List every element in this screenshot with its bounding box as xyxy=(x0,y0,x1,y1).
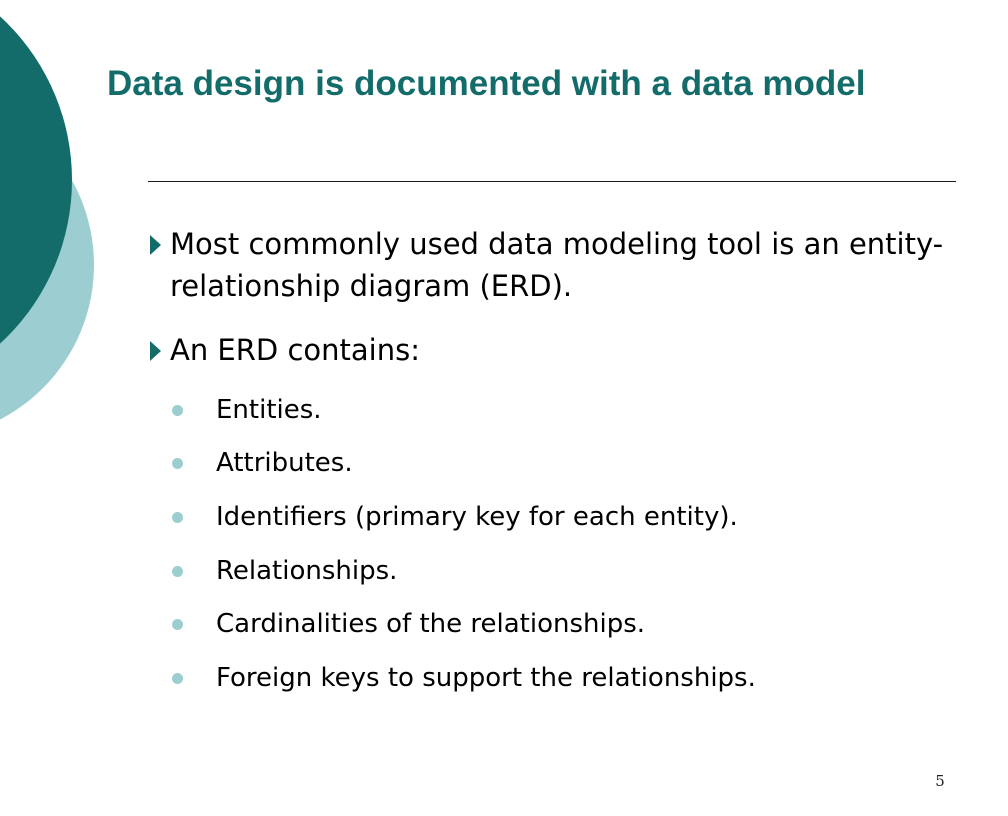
triangle-bullet-icon xyxy=(150,235,161,255)
bullet-text: Most commonly used data modeling tool is an entity-relationship diagram (ERD). xyxy=(170,227,944,303)
title-divider xyxy=(148,181,956,182)
sub-bullet-item xyxy=(172,446,972,480)
sub-bullet-item xyxy=(172,500,972,534)
sub-bullet-item xyxy=(172,393,972,427)
sub-bullet-item xyxy=(172,554,972,588)
sub-bullet-text: Cardinalities of the relationships. xyxy=(216,609,646,639)
round-bullet-icon xyxy=(172,673,183,684)
triangle-bullet-icon xyxy=(150,341,161,361)
sub-bullet-text: Entities. xyxy=(216,395,322,425)
bullet-item xyxy=(150,223,970,307)
sub-bullet-text: Identifiers (primary key for each entity). xyxy=(216,502,738,532)
round-bullet-icon xyxy=(172,619,183,630)
sub-bullet-text: Attributes. xyxy=(216,448,353,478)
slide-title: Data design is documented with a data model xyxy=(107,64,866,103)
bullet-text: An ERD contains: xyxy=(170,333,420,367)
sub-bullet-text: Relationships. xyxy=(216,556,398,586)
sub-bullet-text: Foreign keys to support the relationships. xyxy=(216,663,756,693)
sub-bullet-item xyxy=(172,607,972,641)
round-bullet-icon xyxy=(172,566,183,577)
round-bullet-icon xyxy=(172,512,183,523)
page-number: 5 xyxy=(935,772,945,790)
sub-bullet-item xyxy=(172,661,972,695)
bullet-item xyxy=(150,329,970,371)
round-bullet-icon xyxy=(172,458,183,469)
round-bullet-icon xyxy=(172,405,183,416)
decorative-circles xyxy=(0,0,110,430)
